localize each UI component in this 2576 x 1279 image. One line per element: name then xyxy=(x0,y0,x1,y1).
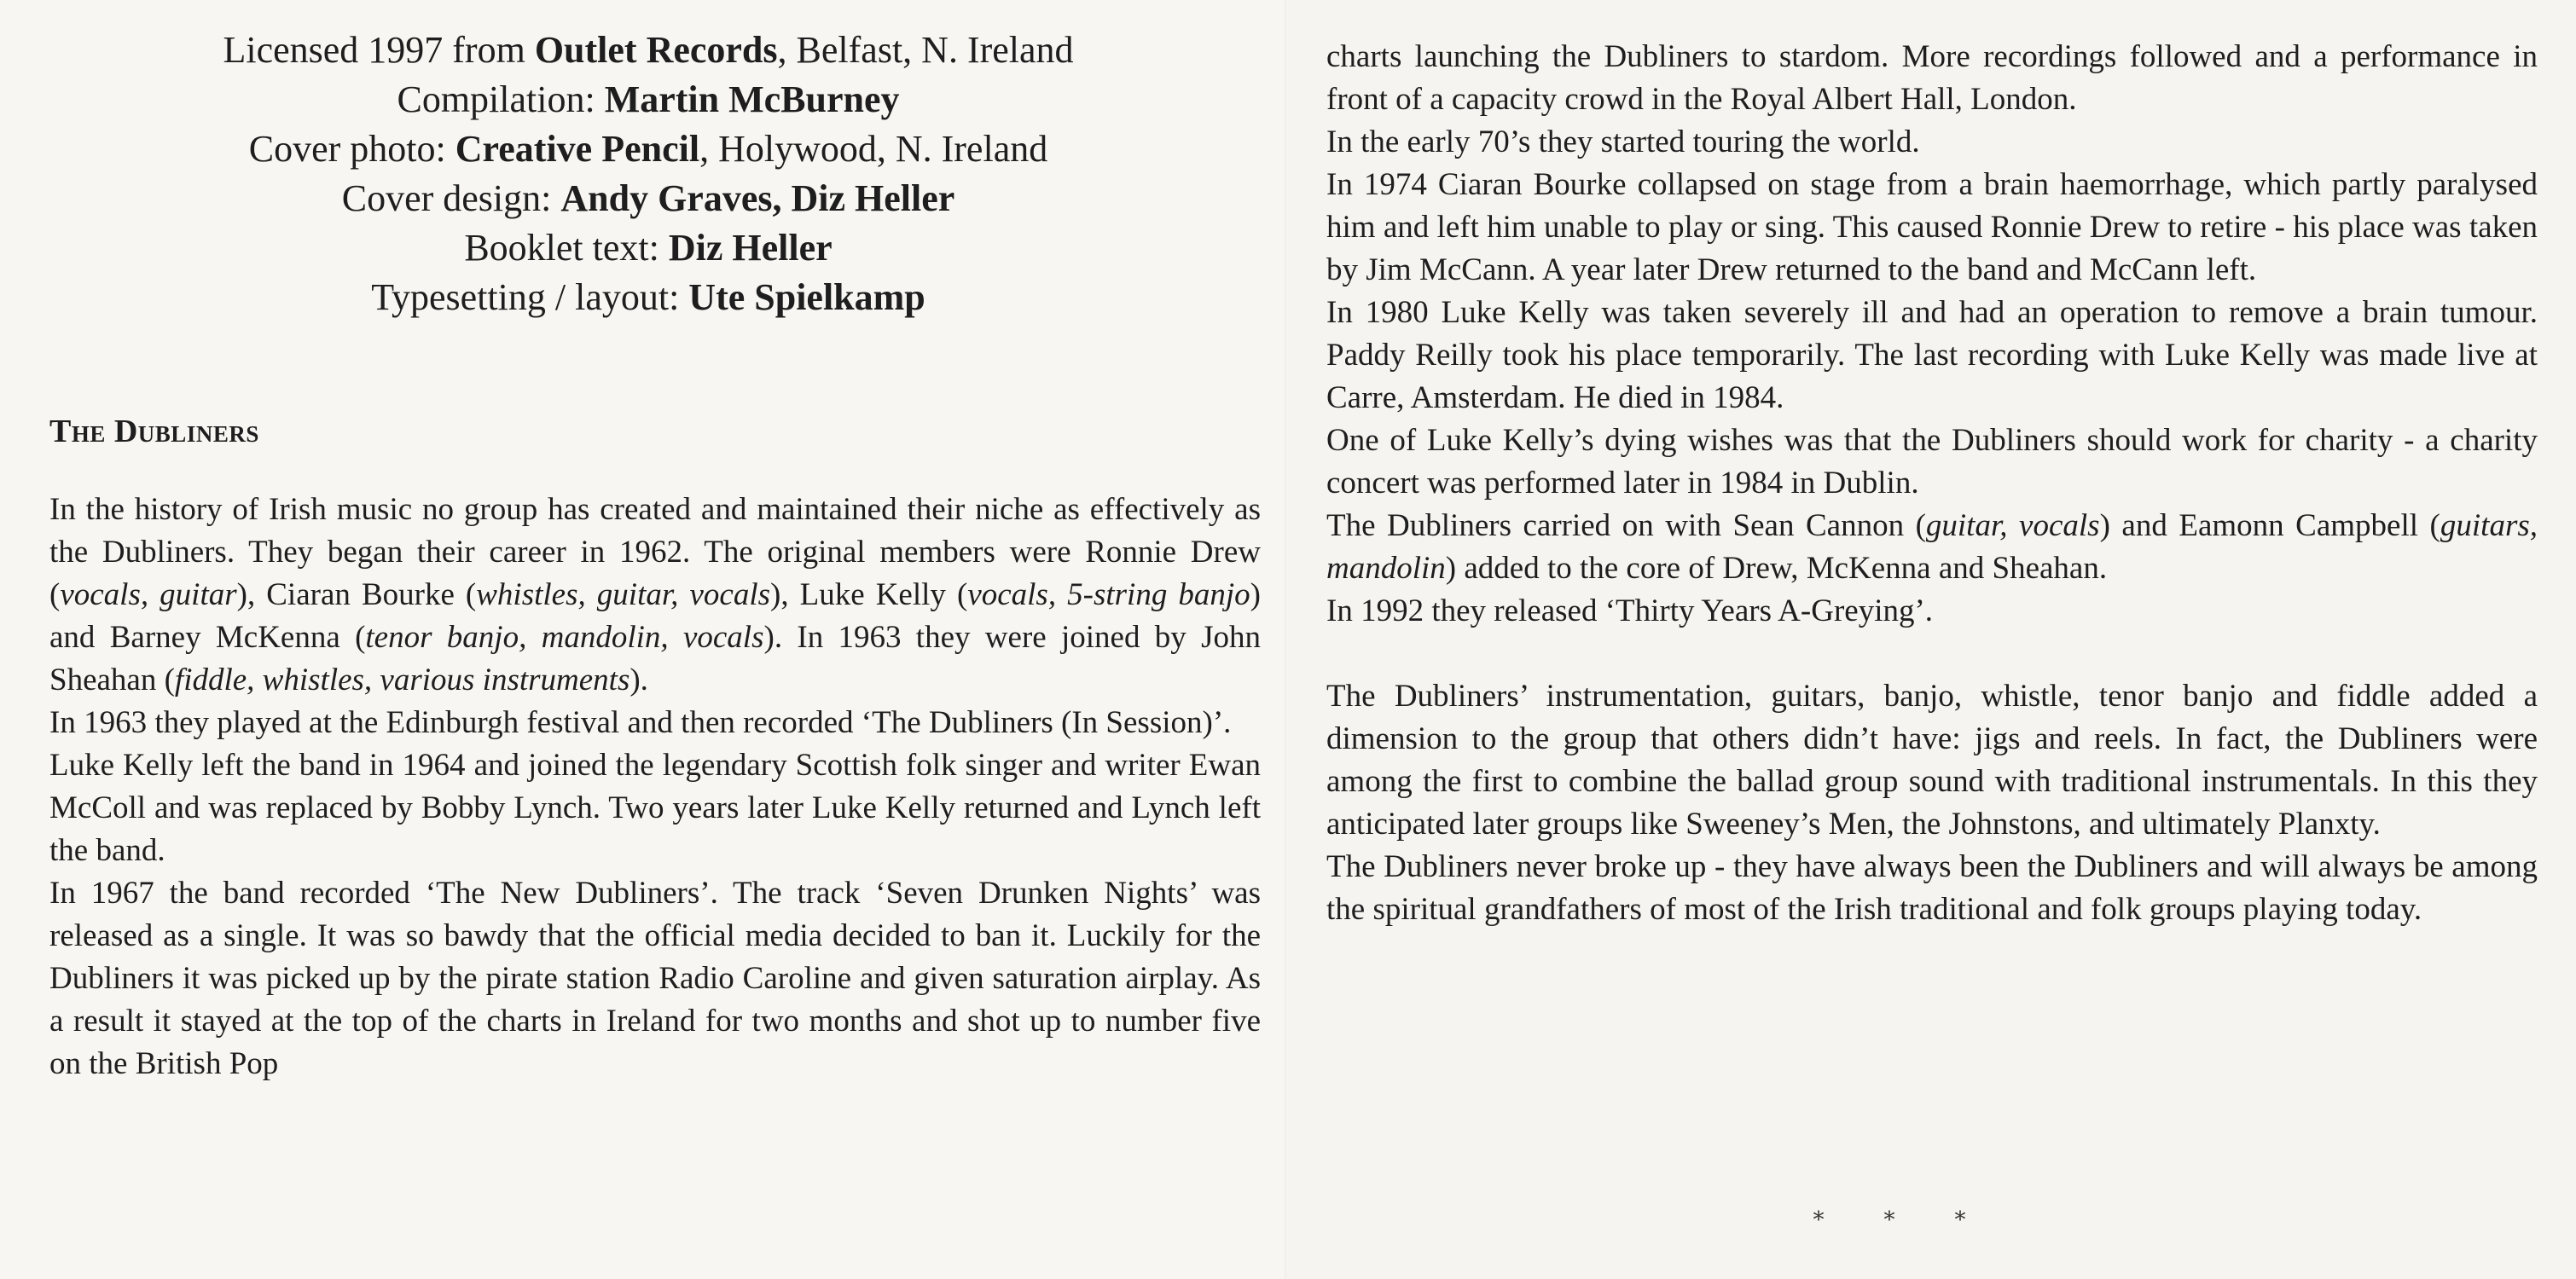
paragraph-never-broke-up: The Dubliners never broke up - they have always been the Dubliners and will always be among the spiritual grandfathers of most of the Irish traditional and folk groups playing today. xyxy=(1326,849,2538,927)
paragraph-gap xyxy=(1326,633,2538,675)
credit-line-license: Licensed 1997 from Outlet Records, Belfast, N. Ireland xyxy=(223,29,1074,71)
ornament-stars: ⁎⁎⁎ xyxy=(1813,1201,2026,1225)
paragraph-1974: In 1974 Ciaran Bourke collapsed on stage from a brain haemorrhage, which partly paralysed him and left him unable to play or sing. This caused Ronnie Drew to retire - his place was taken by Jim McCann. A year later Drew returned to the band and McCann left. xyxy=(1326,167,2538,287)
credit-line-cover-photo: Cover photo: Creative Pencil, Holywood, N. Ireland xyxy=(248,128,1048,170)
credit-line-cover-design: Cover design: Andy Graves, Diz Heller xyxy=(341,177,955,219)
paragraph-1967: In 1967 the band recorded ‘The New Dubliners’. The track ‘Seven Drunken Nights’ was released as a single. It was so bawdy that the official media decided to ban it. Luckily for the Dubliners it was picked up by the pirate station Radio Caroline and given saturation airplay. As a result it stayed at the top of the charts in Ireland for two months and shot up to number five on the British Pop xyxy=(49,876,1261,1081)
right-body-text xyxy=(1326,36,2538,931)
paragraph-instrumentation: The Dubliners’ instrumentation, guitars, banjo, whistle, tenor banjo and fiddle added a dimension to the group that others didn’t have: jigs and reels. In fact, the Dubliners were among the first to combine the ballad group sound with traditional instrumentals. In this they anticipated later groups like Sweeney’s Men, the Johnstons, and ultimately Planxty. xyxy=(1326,679,2538,842)
paragraph-charity: One of Luke Kelly’s dying wishes was that the Dubliners should work for charity - a charity concert was performed later in 1984 in Dublin. xyxy=(1326,423,2538,501)
paragraph-stardom: charts launching the Dubliners to stardom. More recordings followed and a performance in front of a capacity crowd in the Royal Albert Hall, London. xyxy=(1326,39,2538,117)
section-heading: The Dubliners xyxy=(49,414,259,449)
credits-block xyxy=(77,26,1220,322)
left-body-text xyxy=(49,489,1261,1085)
paragraph-touring: In the early 70’s they started touring the world. xyxy=(1326,124,1920,159)
credit-line-booklet-text: Booklet text: Diz Heller xyxy=(464,227,833,269)
paragraph-new-members: The Dubliners carried on with Sean Cannon (guitar, vocals) and Eamonn Campbell (guitars, mandolin) added to the core of Drew, McKenna and Sheahan. xyxy=(1326,508,2538,586)
paragraph-edinburgh: In 1963 they played at the Edinburgh festival and then recorded ‘The Dubliners (In Session)’. xyxy=(49,705,1232,740)
paragraph-history: In the history of Irish music no group has created and maintained their niche as effectively as the Dubliners. They began their career in 1962. The original members were Ronnie Drew (vocals, guitar), Ciaran Bourke (whistles, guitar, vocals), Luke Kelly (vocals, 5-string banjo) and Barney McKenna (tenor banjo, mandolin, vocals). In 1963 they were joined by John Sheahan (fiddle, whistles, various instruments). xyxy=(49,492,1261,697)
left-page xyxy=(0,0,1286,1279)
paragraph-1980: In 1980 Luke Kelly was taken severely ill and had an operation to remove a brain tumour. Paddy Reilly took his place temporarily. The last recording with Luke Kelly was made live at Carre, Amsterdam. He died in 1984. xyxy=(1326,295,2538,415)
credit-line-compilation: Compilation: Martin McBurney xyxy=(397,78,900,120)
credit-line-typesetting: Typesetting / layout: Ute Spielkamp xyxy=(371,276,925,318)
paragraph-luke-kelly-1964: Luke Kelly left the band in 1964 and joined the legendary Scottish folk singer and writer Ewan McColl and was replaced by Bobby Lynch. Two years later Luke Kelly returned and Lynch left the band. xyxy=(49,748,1261,868)
paragraph-1992: In 1992 they released ‘Thirty Years A-Greying’. xyxy=(1326,593,1934,628)
